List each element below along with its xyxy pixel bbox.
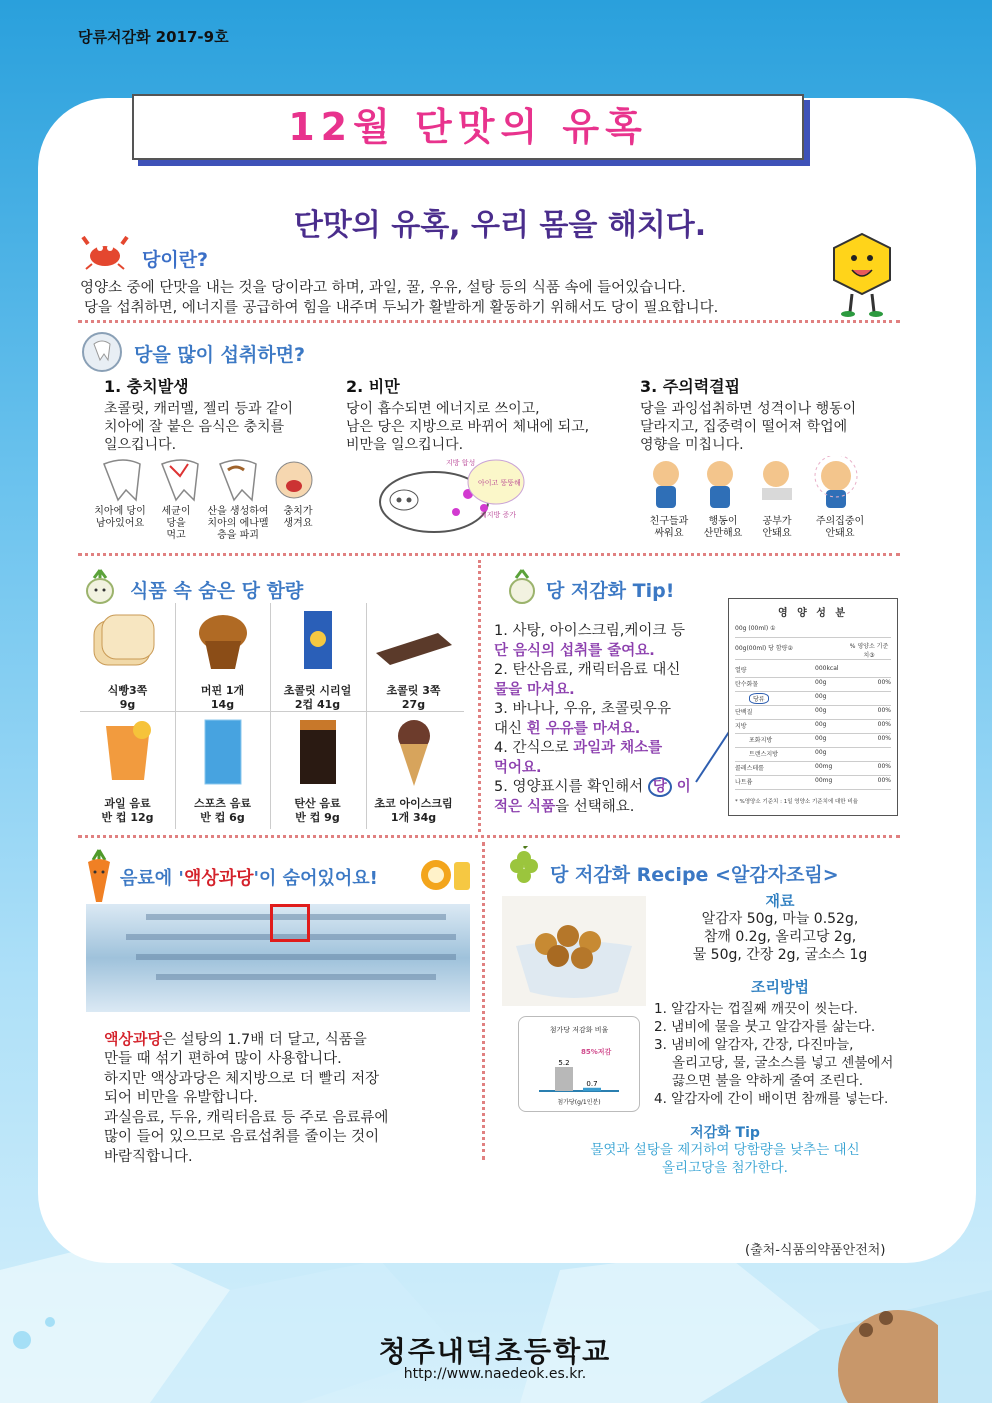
- tip-highlight-sugar: 당: [648, 777, 672, 797]
- tip-highlight: 적은 식품: [494, 798, 556, 815]
- effect-cavity-line: 초콜릿, 캐러멜, 젤리 등과 같이: [104, 401, 293, 417]
- effect-attention-line: 영향을 미칩니다.: [640, 437, 744, 453]
- effect-cavity-line: 치아에 잘 붙은 음식은 충치를: [104, 419, 285, 435]
- drink-ingredient-label-photo: [86, 904, 470, 1012]
- effect-obesity-heading: 2. 비만: [346, 377, 400, 396]
- food-sugar-amount: 반 컵 6g: [200, 811, 245, 824]
- effect-obesity-line: 당이 흡수되면 에너지로 쓰이고,: [346, 401, 540, 417]
- effect-obesity-line: 비만을 일으킵니다.: [346, 437, 464, 453]
- food-item: [366, 603, 461, 716]
- food-sugar-grid: [80, 603, 464, 829]
- what-sugar-line2: 당을 섭취하면, 에너지를 공급하여 힘을 내주며 두뇌가 활발하게 활동하기 위해서도 당이 필요합니다.: [84, 300, 719, 316]
- cereal-box-icon: [270, 603, 365, 673]
- food-item: [270, 716, 365, 829]
- food-name: 초코 아이스크림: [374, 797, 453, 810]
- tip-line: 1. 사탕, 아이스크림,케이크 등: [494, 623, 685, 639]
- food-name: 초콜릿 시리얼: [283, 684, 352, 697]
- food-sugar-amount: 반 컵 12g: [101, 811, 154, 824]
- hidden-sugar-title: 식품 속 숨은 당 함량: [130, 580, 304, 602]
- syrup-text: 액상과당은 설탕의 1.7배 더 달고, 식품을: [104, 1030, 367, 1048]
- fat-bubble-text: 지방 합성: [446, 459, 476, 467]
- divider-vertical: [478, 560, 481, 832]
- nutrition-per: 00g(00ml) 당 함량②: [735, 645, 793, 652]
- syrup-text-cont: 만들 때 섞기 편하여 많이 사용합니다. 하지만 액상과당은 체지방으로 더 빨리 저장 되어 비만을 유발합니다. 과실음료, 두유, 캐릭터음료 등 주로 음료류에 많이 들어 있으므로 음료섭취를 줄이는 것이 바람직합니다.: [104, 1051, 389, 1165]
- divider-vertical: [482, 842, 485, 1160]
- syrup-keyword: 액상과당: [104, 1030, 162, 1048]
- food-sugar-amount: 9g: [119, 698, 136, 711]
- method-title: 조리방법: [751, 978, 809, 996]
- tip-line: 4. 간식으로: [494, 740, 574, 756]
- too-much-title: 당을 많이 섭취하면?: [134, 344, 306, 366]
- ice-cream-cone-icon: [366, 716, 461, 788]
- food-name: 과일 음료: [104, 797, 151, 810]
- banner-title: 12월 단맛의 유혹: [132, 94, 804, 160]
- fat-bubble-text: 체지방 증가: [480, 511, 517, 519]
- nutrition-label-title: 영 양 성 분: [777, 608, 849, 619]
- chart-bars: [519, 1057, 639, 1093]
- effect-attention-text: [640, 400, 890, 454]
- food-sugar-amount: 14g: [210, 698, 235, 711]
- what-sugar-line1: 영양소 중에 단맛을 내는 것을 당이라고 하며, 과일, 꿀, 우유, 설탕 등의 식품 속에 들어있습니다.: [80, 280, 686, 296]
- teeth-caption: 치아에 당이 남아있어요: [94, 506, 146, 529]
- method-list: 1. 알감자는 껍질째 깨끗이 씻는다. 2. 냄비에 물을 붓고 알감자를 삶는다. 3. 냄비에 알감자, 간장, 다진마늘, 올리고당, 물, 굴소스를 넣고 센불에서 끓으면 불을 약하게 줄여 조린다. 4. 알감자에 간이 배이면 참깨를 넣는다.: [654, 1001, 894, 1107]
- carrot-mascot-icon: [82, 848, 116, 904]
- food-sugar-amount: 2컵 41g: [294, 698, 341, 711]
- food-item: [175, 603, 270, 716]
- divider: [78, 553, 900, 556]
- food-item: [80, 603, 175, 716]
- bread-icon: [80, 603, 175, 673]
- bear-paw-icon: [828, 1290, 938, 1403]
- teeth-caption: 산을 생성하여 치아의 에나멜 층을 파괴: [207, 506, 269, 541]
- syrup-highlight-box: [270, 904, 310, 942]
- chart-reduction-label: 85%저감: [581, 1048, 612, 1056]
- chart-title: 첨가당 저감화 비율: [549, 1026, 609, 1034]
- syrup-title-highlight: 액상과당: [183, 868, 254, 889]
- muffin-icon: [175, 603, 270, 673]
- headline: 단맛의 유혹, 우리 몸을 해치다.: [293, 208, 707, 243]
- food-name: 식빵3쪽: [107, 684, 148, 697]
- tip-highlight: 과일과 채소를: [573, 740, 663, 756]
- tip-highlight: 흰 우유를 마셔요.: [526, 720, 641, 737]
- chart-bar-after-label: 0.7: [586, 1079, 598, 1088]
- soda-icon: [270, 716, 365, 788]
- chocolate-bar-icon: [366, 603, 461, 673]
- what-sugar-text: [80, 278, 820, 318]
- effect-cavity-heading: 1. 충치발생: [104, 377, 189, 396]
- tips-title: 당 저감화 Tip!: [546, 580, 675, 602]
- recipe-title: 당 저감화 Recipe <알감자조림>: [550, 864, 839, 886]
- effect-attention-heading: 3. 주의력결핍: [640, 377, 741, 396]
- nutrition-footnote: * %영양소 기준치 : 1일 영양소 기준치에 대한 비율: [735, 799, 858, 805]
- divider: [78, 835, 900, 838]
- grape-mascot-icon: [504, 846, 544, 892]
- sports-drink-icon: [175, 716, 270, 788]
- crab-icon: [80, 234, 130, 270]
- potato-dish-photo: [502, 896, 646, 1006]
- chart-bar-before: [555, 1067, 573, 1091]
- food-item: [270, 603, 365, 716]
- attention-caption: 친구들과 싸워요: [649, 516, 689, 539]
- tip-line: 3. 바나나, 우유, 초콜릿우유: [494, 701, 671, 717]
- effect-attention-line: 달라지고, 집중력이 떨어져 학업에: [640, 419, 848, 435]
- nutrition-serving: 00g (00ml) ①: [735, 625, 776, 632]
- recipe-tip-title: 저감화 Tip: [690, 1125, 760, 1141]
- recipe-tip-text: 물엿과 설탕을 제거하여 당함량을 낮추는 대신 올리고당을 첨가한다.: [590, 1142, 860, 1176]
- food-name: 머핀 1개: [200, 684, 245, 697]
- tooth-decay-illustration: [96, 456, 326, 504]
- chart-bar-after: [583, 1088, 601, 1091]
- ingredients-list: 알감자 50g, 마늘 0.52g, 참깨 0.2g, 올리고당 2g, 물 50g, 간장 2g, 굴소스 1g: [692, 911, 868, 963]
- tip-highlight: 먹어요.: [494, 759, 542, 776]
- tooth-icon: [80, 330, 124, 374]
- drinks-icon: [420, 856, 474, 894]
- food-item: [80, 716, 175, 829]
- divider: [78, 320, 900, 323]
- issue-number: 당류저감화 2017-9호: [78, 28, 229, 46]
- attention-caption: 주의집중이 안돼요: [815, 516, 865, 539]
- source-note: (출처-식품의약품안전처): [745, 1243, 886, 1258]
- effect-attention-line: 당을 과잉섭취하면 성격이나 행동이: [640, 401, 857, 417]
- tip-highlight: 단 음식의 섭취를 줄여요.: [494, 642, 655, 659]
- food-sugar-amount: 반 컵 9g: [295, 811, 340, 824]
- what-sugar-title: 당이란?: [142, 249, 209, 271]
- water-drop-icon: [13, 1331, 31, 1349]
- effect-cavity-line: 일으킵니다.: [104, 437, 177, 453]
- food-item: [366, 716, 461, 829]
- fruit-drink-icon: [80, 716, 175, 788]
- school-url[interactable]: http://www.naedeok.es.kr.: [403, 1366, 587, 1382]
- ingredients-title: 재료: [765, 892, 795, 910]
- fat-bubble-text: 아이고 뚱뚱해: [478, 479, 521, 487]
- food-sugar-amount: 1개 34g: [390, 811, 437, 824]
- nutrition-dv: % 영양소 기준치③: [849, 643, 889, 659]
- effect-obesity-line: 남은 당은 지방으로 바뀌어 체내에 되고,: [346, 419, 590, 435]
- food-sugar-amount: 27g: [401, 698, 426, 711]
- effect-cavity-text: [104, 400, 324, 454]
- radish-mascot-icon: [78, 566, 122, 606]
- tip-line: 을 선택해요.: [555, 798, 635, 815]
- chart-xlabel: 첨가당(g/1인분): [557, 1099, 601, 1106]
- children-illustration: [644, 456, 878, 512]
- teeth-caption: 충치가 생겨요: [283, 506, 313, 529]
- tip-line: 5. 영양표시를 확인해서: [494, 779, 648, 795]
- reduction-chart: [518, 1016, 640, 1112]
- attention-caption: 행동이 산만해요: [703, 516, 743, 539]
- effect-obesity-text: [346, 400, 616, 454]
- food-name: 스포츠 음료: [194, 797, 251, 810]
- food-name: 초콜릿 3쪽: [386, 684, 441, 697]
- tip-line: 대신: [494, 720, 527, 737]
- food-item: [175, 716, 270, 829]
- food-name: 탄산 음료: [294, 797, 341, 810]
- teeth-caption: 세균이 당을 먹고: [161, 506, 191, 541]
- nutrition-label: 영 양 성 분 00g (00ml) ① 00g(00ml) 당 함량② % 영양소 기준치③ 열량 000kcal 탄수화물 00g 00% 당류 00g 단백질 00g 00% 지방 00g 00% 포화지방 00g 00% 트랜스지방 00g 콜레스테롤 00mg 00% 나트륨 00mg 00% * %영양소 기준치 : 1일 영양소 기준치에 대한 비율: [728, 598, 898, 816]
- radish-mascot-icon: [502, 566, 542, 606]
- sugar-mascot-icon: [822, 228, 902, 318]
- tip-highlight: 이: [671, 779, 691, 795]
- chart-bar-before-label: 5.2: [558, 1059, 570, 1067]
- attention-caption: 공부가 안돼요: [762, 516, 792, 539]
- syrup-title: 음료에 '액상과당'이 숨어있어요!: [120, 868, 378, 889]
- tip-line: 2. 탄산음료, 캐릭터음료 대신: [494, 662, 681, 678]
- school-name: 청주내덕초등학교: [378, 1335, 612, 1368]
- tip-highlight: 물을 마셔요.: [494, 681, 575, 698]
